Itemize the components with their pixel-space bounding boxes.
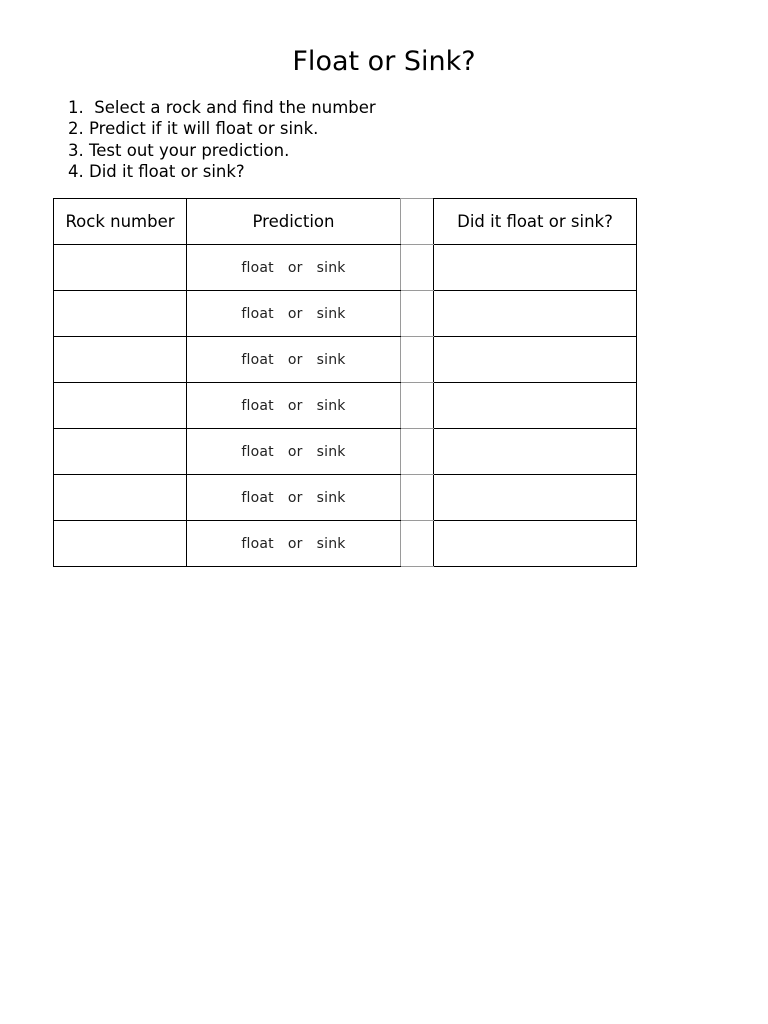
rock-number-cell[interactable] [54, 383, 187, 429]
sink-option[interactable]: sink [316, 397, 346, 414]
or-word: or [287, 351, 303, 368]
instructions-list [68, 97, 376, 182]
spacer-cell [401, 245, 434, 291]
float-option[interactable]: float [241, 305, 274, 322]
rock-number-cell[interactable] [54, 291, 187, 337]
result-cell[interactable] [434, 337, 637, 383]
sink-option[interactable]: sink [316, 443, 346, 460]
table-row [54, 337, 637, 383]
rock-number-cell[interactable] [54, 429, 187, 475]
prediction-cell[interactable] [187, 429, 401, 475]
spacer-cell [401, 475, 434, 521]
instruction-item: 4. Did it float or sink? [68, 161, 245, 181]
or-word: or [287, 259, 303, 276]
prediction-cell[interactable] [187, 291, 401, 337]
spacer-cell [401, 291, 434, 337]
prediction-cell[interactable] [187, 475, 401, 521]
prediction-cell[interactable] [187, 337, 401, 383]
float-option[interactable]: float [241, 351, 274, 368]
rock-number-cell[interactable] [54, 337, 187, 383]
or-word: or [287, 443, 303, 460]
sink-option[interactable]: sink [316, 351, 346, 368]
header-spacer [401, 199, 434, 245]
table-row [54, 383, 637, 429]
page-title: Float or Sink? [292, 46, 476, 77]
sink-option[interactable]: sink [316, 489, 346, 506]
table-row [54, 475, 637, 521]
or-word: or [287, 305, 303, 322]
rock-number-cell[interactable] [54, 521, 187, 567]
result-cell[interactable] [434, 245, 637, 291]
rock-number-cell[interactable] [54, 475, 187, 521]
prediction-cell[interactable] [187, 383, 401, 429]
spacer-cell [401, 337, 434, 383]
float-option[interactable]: float [241, 397, 274, 414]
prediction-cell[interactable] [187, 521, 401, 567]
float-option[interactable]: float [241, 259, 274, 276]
instruction-item: 3. Test out your prediction. [68, 140, 290, 160]
sink-option[interactable]: sink [316, 259, 346, 276]
header-result: Did it float or sink? [434, 199, 637, 245]
sink-option[interactable]: sink [316, 305, 346, 322]
result-cell[interactable] [434, 521, 637, 567]
float-option[interactable]: float [241, 443, 274, 460]
float-option[interactable]: float [241, 489, 274, 506]
spacer-cell [401, 521, 434, 567]
table-row [54, 521, 637, 567]
instruction-item: 2. Predict if it will float or sink. [68, 119, 319, 139]
table-row [54, 429, 637, 475]
header-prediction: Prediction [187, 199, 401, 245]
result-cell[interactable] [434, 429, 637, 475]
sink-option[interactable]: sink [316, 535, 346, 552]
header-rock-number: Rock number [54, 199, 187, 245]
spacer-cell [401, 383, 434, 429]
rock-number-cell[interactable] [54, 245, 187, 291]
instruction-item: 1. Select a rock and find the number [68, 98, 376, 117]
table-header-row [54, 199, 637, 245]
table-row [54, 245, 637, 291]
prediction-cell[interactable] [187, 245, 401, 291]
or-word: or [287, 535, 303, 552]
spacer-cell [401, 429, 434, 475]
result-cell[interactable] [434, 291, 637, 337]
or-word: or [287, 489, 303, 506]
result-cell[interactable] [434, 475, 637, 521]
float-option[interactable]: float [241, 535, 274, 552]
or-word: or [287, 397, 303, 414]
result-cell[interactable] [434, 383, 637, 429]
prediction-table [53, 198, 637, 567]
table-row [54, 291, 637, 337]
